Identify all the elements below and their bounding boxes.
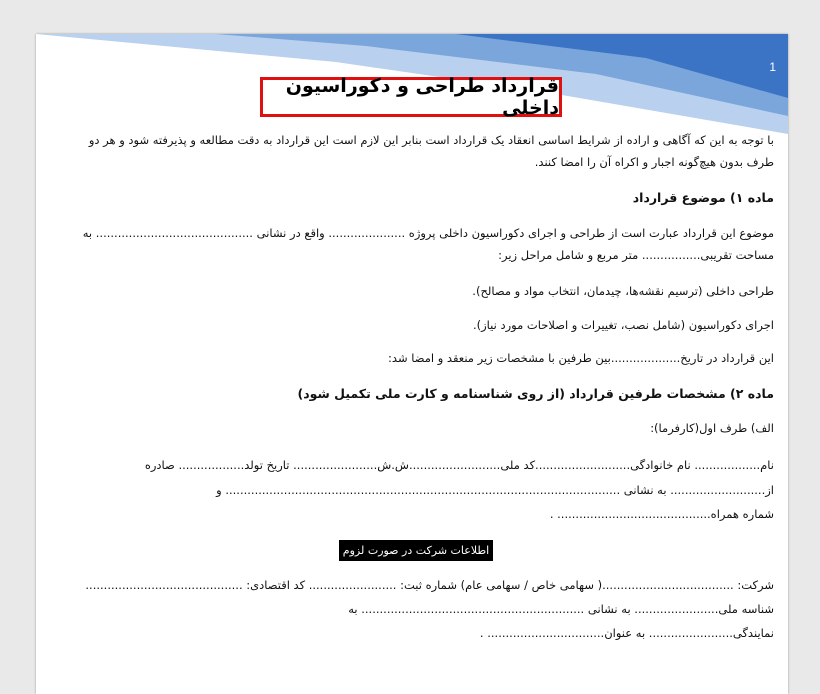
article1-subject: موضوع این قرارداد عبارت است از طراحی و اجرای دکوراسیون داخلی پروژه ..................... واقع در نشانی ........................................... به مساحت تقریبی................ متر مربع و شامل مراحل زیر:: [82, 226, 774, 262]
document-page: [36, 34, 788, 694]
phone-row: شماره همراه.......................................... .: [549, 506, 774, 521]
document-body: [58, 130, 774, 645]
title-box: [260, 77, 562, 117]
document-title: قرارداد طراحی و دکوراسیون داخلی: [285, 75, 559, 119]
address-row: از.......................... به نشانی ............................................................................................................ و: [216, 482, 774, 497]
party1-label: الف) طرف اول(کارفرما):: [650, 420, 774, 435]
representative-row: نمایندگی....................... به عنوان................................ .: [479, 626, 774, 641]
article1-item-design: طراحی داخلی (ترسیم نقشه‌ها، چیدمان، انتخاب مواد و مصالح).: [472, 283, 774, 298]
article1-date-line: این قرارداد در تاریخ...................بین طرفین با مشخصات زیر منعقد و امضا شد:: [388, 351, 774, 366]
article2-heading: ماده ۲) مشخصات طرفین قرارداد (از روی شناسنامه و کارت ملی تکمیل شود): [297, 386, 774, 402]
company-section-label: اطلاعات شرکت در صورت لزوم: [339, 540, 493, 561]
page-number: 1: [769, 60, 776, 74]
article1-item-execution: اجرای دکوراسیون (شامل نصب، تغییرات و اصلاحات مورد نیاز).: [472, 317, 774, 332]
name-row: نام.................. نام خانوادگی..........................کد ملی.........................ش.ش....................... تاریخ تولد.................. صادره: [144, 458, 774, 473]
national-id-row: شناسه ملی....................... به نشانی ............................................................. به: [348, 601, 774, 616]
company-label-row: [58, 540, 774, 561]
article1-heading: ماده ۱) موضوع قرارداد: [632, 189, 774, 205]
intro-paragraph: با توجه به این که آگاهی و اراده از شرایط اساسی انعقاد یک قرارداد است بنابر این لازم است این قرارداد به دقت مطالعه و پذیرفته شود و هر دو طرف بدون هیچ‌گونه اجبار و اکراه آن را امضا کنند.: [88, 133, 774, 169]
company-row: شرکت: ....................................( سهامی خاص / سهامی عام) شماره ثبت: ........................ کد اقتصادی: ...........................................: [85, 577, 774, 592]
